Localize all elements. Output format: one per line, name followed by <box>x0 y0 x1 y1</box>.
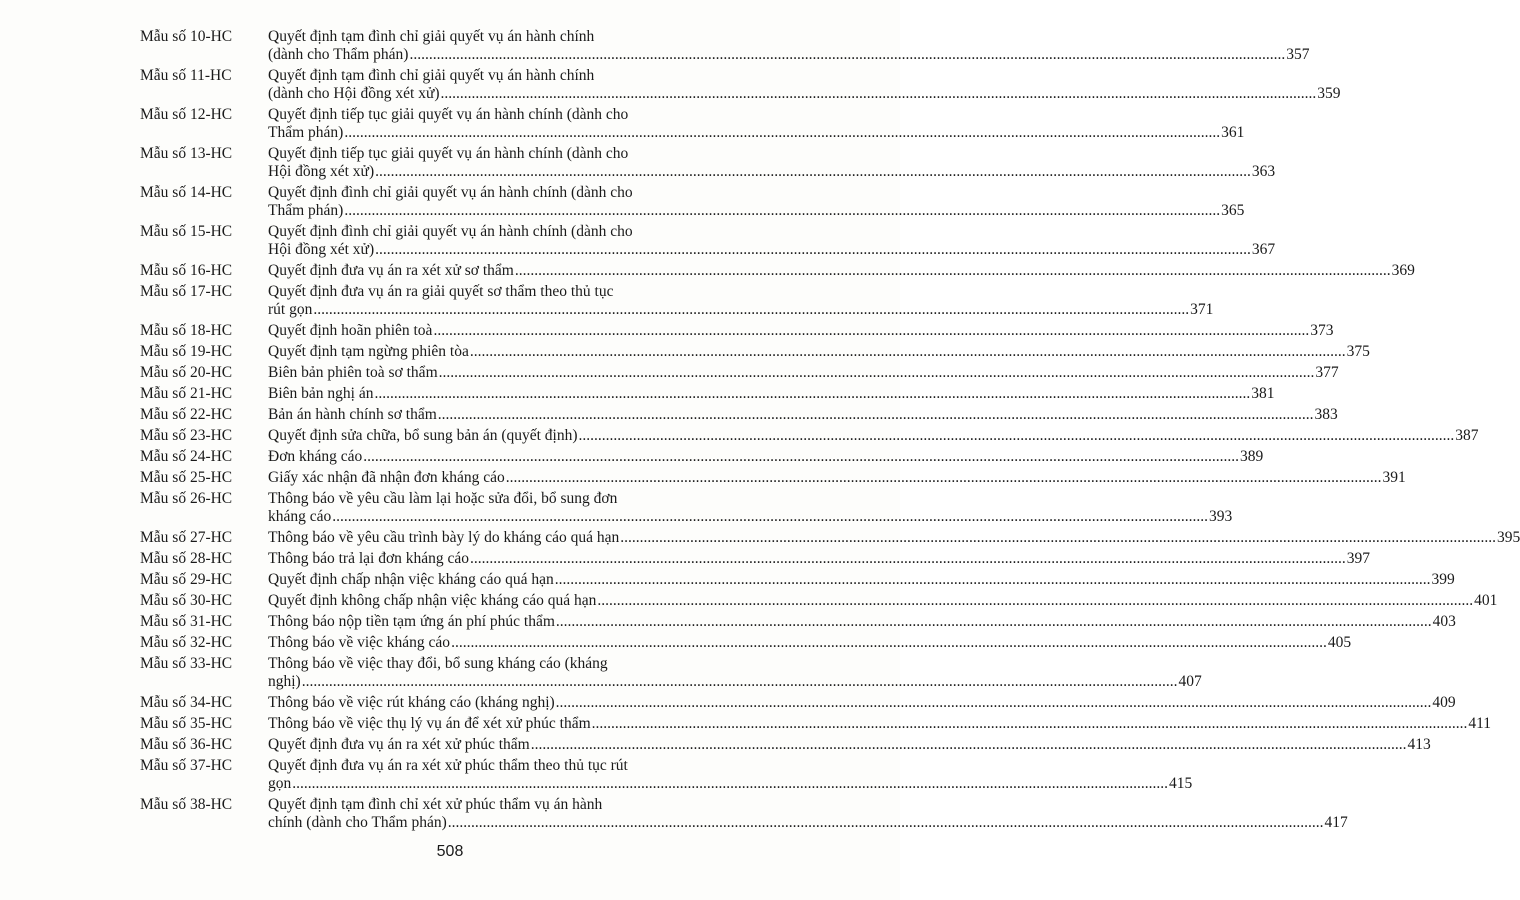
form-code: Mẫu số 14-HC <box>140 184 233 201</box>
form-title-text: Quyết định chấp nhận việc kháng cáo quá hạn <box>268 571 554 588</box>
toc-entry <box>140 694 1456 712</box>
form-title <box>268 571 1455 589</box>
form-title-line: Quyết định đình chỉ giải quyết vụ án hành chính (dành cho <box>268 223 633 240</box>
form-title-last-line <box>268 385 1274 403</box>
form-title-last-line <box>268 301 1213 319</box>
form-title <box>268 757 1192 793</box>
form-code: Mẫu số 10-HC <box>140 28 233 45</box>
page-ref: 377 <box>1315 364 1339 381</box>
form-code: Mẫu số 11-HC <box>140 67 232 84</box>
form-title-text: Giấy xác nhận đã nhận đơn kháng cáo <box>268 469 505 486</box>
page-ref: 381 <box>1251 385 1275 402</box>
dot-leader <box>313 301 1189 319</box>
form-title-last-line <box>268 673 1202 691</box>
form-title <box>268 322 1333 340</box>
toc-entry <box>140 634 1352 652</box>
dot-leader <box>592 715 1468 733</box>
form-title-text: Quyết định đưa vụ án ra xét xử sơ thẩm <box>268 262 514 279</box>
toc-entry <box>140 106 1245 142</box>
page-ref: 361 <box>1221 124 1245 141</box>
dot-leader <box>506 469 1382 487</box>
form-title <box>268 490 1232 526</box>
form-title-last-line <box>268 427 1479 445</box>
dot-leader <box>375 241 1251 259</box>
form-title-last-line <box>268 529 1520 547</box>
form-title-last-line <box>268 202 1244 220</box>
dot-leader <box>448 814 1324 832</box>
form-title <box>268 106 1244 142</box>
form-title-last-line <box>268 364 1339 382</box>
form-title-text: Quyết định tạm ngừng phiên tòa <box>268 343 469 360</box>
form-title-last-line <box>268 163 1275 181</box>
dot-leader <box>363 448 1239 466</box>
form-title-last-line <box>268 775 1192 793</box>
form-code: Mẫu số 32-HC <box>140 634 233 651</box>
form-title-line: Quyết định tạm đình chỉ giải quyết vụ án hành chính <box>268 67 595 84</box>
page-ref: 365 <box>1221 202 1245 219</box>
toc-entry <box>140 757 1193 793</box>
page-ref: 411 <box>1468 715 1492 732</box>
form-title-last-line <box>268 262 1415 280</box>
toc-entry <box>140 184 1245 220</box>
form-code: Mẫu số 33-HC <box>140 655 233 672</box>
toc-entry <box>140 715 1492 733</box>
toc-entry <box>140 145 1276 181</box>
form-title-text: (dành cho Hội đồng xét xử) <box>268 85 440 102</box>
form-code: Mẫu số 37-HC <box>140 757 233 774</box>
form-code: Mẫu số 36-HC <box>140 736 233 753</box>
toc-entry <box>140 262 1415 280</box>
form-title <box>268 448 1263 466</box>
form-code: Mẫu số 38-HC <box>140 796 233 813</box>
form-title-text: Thông báo về việc thụ lý vụ án để xét xử phúc thẩm <box>268 715 591 732</box>
dot-leader <box>374 385 1250 403</box>
toc-entry <box>140 796 1348 832</box>
form-title-last-line <box>268 694 1456 712</box>
dot-leader <box>515 262 1391 280</box>
toc-entry <box>140 592 1498 610</box>
table-of-contents <box>140 28 1520 835</box>
toc-entry <box>140 223 1276 259</box>
form-title-line: Quyết định tạm đình chỉ xét xử phúc thẩm vụ án hành <box>268 796 603 813</box>
form-code: Mẫu số 22-HC <box>140 406 233 423</box>
form-title-last-line <box>268 343 1370 361</box>
form-title <box>268 634 1351 652</box>
form-title-last-line <box>268 241 1275 259</box>
form-title-last-line <box>268 85 1341 103</box>
form-title-line: Quyết định đưa vụ án ra xét xử phúc thẩm theo thủ tục rút <box>268 757 628 774</box>
form-title <box>268 655 1202 691</box>
dot-leader <box>433 322 1309 340</box>
form-code: Mẫu số 15-HC <box>140 223 233 240</box>
form-title-last-line <box>268 736 1431 754</box>
dot-leader <box>439 364 1315 382</box>
dot-leader <box>620 529 1496 547</box>
form-title <box>268 223 1275 259</box>
form-title <box>268 592 1497 610</box>
form-title-last-line <box>268 46 1309 64</box>
toc-entry <box>140 364 1339 382</box>
form-title-text: Thông báo về việc kháng cáo <box>268 634 451 651</box>
form-title <box>268 715 1491 733</box>
form-title-line: Thông báo về yêu cầu làm lại hoặc sửa đổi, bổ sung đơn <box>268 490 618 507</box>
form-code: Mẫu số 16-HC <box>140 262 233 279</box>
form-code: Mẫu số 34-HC <box>140 694 233 711</box>
form-title <box>268 364 1339 382</box>
dot-leader <box>470 550 1346 568</box>
page-ref: 391 <box>1382 469 1406 486</box>
page-ref: 359 <box>1317 85 1341 102</box>
form-title-text: rút gọn <box>268 301 313 318</box>
toc-entry <box>140 571 1455 589</box>
form-title <box>268 262 1415 280</box>
form-code: Mẫu số 25-HC <box>140 469 233 486</box>
dot-leader <box>302 673 1178 691</box>
form-title-text: Bản án hành chính sơ thẩm <box>268 406 437 423</box>
toc-entry <box>140 406 1338 424</box>
form-title-last-line <box>268 550 1370 568</box>
toc-entry <box>140 655 1202 691</box>
form-title-last-line <box>268 613 1456 631</box>
form-title-text: Quyết định không chấp nhận việc kháng cáo quá hạn <box>268 592 597 609</box>
dot-leader <box>441 85 1317 103</box>
form-title-text: nghị) <box>268 673 301 690</box>
form-title-text: Biên bản phiên toà sơ thẩm <box>268 364 438 381</box>
page-ref: 371 <box>1190 301 1214 318</box>
page-ref: 375 <box>1346 343 1370 360</box>
toc-entry <box>140 28 1310 64</box>
form-title-text: Thông báo về việc rút kháng cáo (kháng nghị) <box>268 694 555 711</box>
page-ref: 407 <box>1178 673 1202 690</box>
form-title-last-line <box>268 508 1232 526</box>
form-title-last-line <box>268 448 1263 466</box>
form-code: Mẫu số 28-HC <box>140 550 233 567</box>
dot-leader <box>556 694 1432 712</box>
form-code: Mẫu số 29-HC <box>140 571 233 588</box>
form-title <box>268 427 1479 445</box>
toc-entry <box>140 322 1334 340</box>
form-title <box>268 694 1456 712</box>
page-ref: 417 <box>1324 814 1348 831</box>
dot-leader <box>292 775 1168 793</box>
form-title-text: Quyết định hoãn phiên toà <box>268 322 433 339</box>
page-ref: 373 <box>1310 322 1334 339</box>
form-code: Mẫu số 31-HC <box>140 613 233 630</box>
form-title-line: Quyết định tạm đình chỉ giải quyết vụ án hành chính <box>268 28 595 45</box>
form-title-last-line <box>268 406 1338 424</box>
page-number: 508 <box>436 843 464 860</box>
page-ref: 389 <box>1240 448 1264 465</box>
form-title-text: Biên bản nghị án <box>268 385 374 402</box>
toc-entry <box>140 283 1214 319</box>
form-title <box>268 796 1348 832</box>
toc-entry <box>140 550 1371 568</box>
form-title-text: Hội đồng xét xử) <box>268 163 375 180</box>
form-code: Mẫu số 23-HC <box>140 427 233 444</box>
dot-leader <box>555 571 1431 589</box>
form-title <box>268 283 1213 319</box>
form-title-text: Quyết định sửa chữa, bổ sung bản án (quyết định) <box>268 427 578 444</box>
dot-leader <box>579 427 1455 445</box>
form-title-last-line <box>268 571 1455 589</box>
form-title-text: Thông báo về yêu cầu trình bày lý do kháng cáo quá hạn <box>268 529 620 546</box>
form-title-last-line <box>268 124 1244 142</box>
form-title-line: Quyết định tiếp tục giải quyết vụ án hành chính (dành cho <box>268 106 629 123</box>
form-title-text: Thẩm phán) <box>268 124 344 141</box>
toc-entry <box>140 448 1264 466</box>
form-code: Mẫu số 13-HC <box>140 145 233 162</box>
form-title <box>268 385 1274 403</box>
form-code: Mẫu số 19-HC <box>140 343 233 360</box>
page-ref: 357 <box>1286 46 1310 63</box>
page-ref: 409 <box>1432 694 1456 711</box>
form-title-line: Quyết định tiếp tục giải quyết vụ án hành chính (dành cho <box>268 145 629 162</box>
toc-entry <box>140 67 1341 103</box>
page-ref: 387 <box>1455 427 1479 444</box>
toc-entry <box>140 469 1406 487</box>
form-title <box>268 28 1309 64</box>
form-title <box>268 736 1431 754</box>
form-title-text: Quyết định đưa vụ án ra xét xử phúc thẩm <box>268 736 530 753</box>
page-ref: 383 <box>1314 406 1338 423</box>
toc-entry <box>140 736 1431 754</box>
form-title-line: Thông báo về việc thay đổi, bổ sung kháng cáo (kháng <box>268 655 608 672</box>
form-title-text: (dành cho Thẩm phán) <box>268 46 409 63</box>
form-title <box>268 184 1244 220</box>
form-code: Mẫu số 21-HC <box>140 385 233 402</box>
form-code: Mẫu số 26-HC <box>140 490 233 507</box>
dot-leader <box>438 406 1314 424</box>
form-code: Mẫu số 24-HC <box>140 448 233 465</box>
form-title-text: Thẩm phán) <box>268 202 344 219</box>
toc-entry <box>140 427 1479 445</box>
form-code: Mẫu số 18-HC <box>140 322 233 339</box>
toc-entry <box>140 385 1275 403</box>
page-ref: 399 <box>1431 571 1455 588</box>
page-ref: 367 <box>1251 241 1276 258</box>
form-title-last-line <box>268 592 1497 610</box>
form-code: Mẫu số 35-HC <box>140 715 233 732</box>
toc-entry <box>140 529 1520 547</box>
form-title-last-line <box>268 634 1351 652</box>
page-ref: 401 <box>1474 592 1498 609</box>
page-ref: 397 <box>1346 550 1371 567</box>
form-title-text: Hội đồng xét xử) <box>268 241 375 258</box>
page-ref: 395 <box>1496 529 1520 546</box>
form-title <box>268 613 1456 631</box>
form-code: Mẫu số 20-HC <box>140 364 233 381</box>
dot-leader <box>344 124 1220 142</box>
form-title-text: Đơn kháng cáo <box>268 448 363 465</box>
dot-leader <box>451 634 1327 652</box>
form-title-text: Thông báo nộp tiền tạm ứng án phí phúc thẩm <box>268 613 555 630</box>
page-ref: 405 <box>1327 634 1352 651</box>
form-title-text: kháng cáo <box>268 508 332 525</box>
page-ref: 369 <box>1391 262 1415 279</box>
dot-leader <box>597 592 1473 610</box>
dot-leader <box>332 508 1208 526</box>
form-title-text: Thông báo trả lại đơn kháng cáo <box>268 550 470 567</box>
dot-leader <box>531 736 1407 754</box>
toc-entry <box>140 490 1233 526</box>
form-title-line: Quyết định đình chỉ giải quyết vụ án hành chính (dành cho <box>268 184 633 201</box>
dot-leader <box>409 46 1285 64</box>
form-code: Mẫu số 17-HC <box>140 283 233 300</box>
page-ref: 363 <box>1251 163 1276 180</box>
toc-entry <box>140 613 1456 631</box>
dot-leader <box>375 163 1251 181</box>
form-code: Mẫu số 12-HC <box>140 106 233 123</box>
page-ref: 403 <box>1432 613 1456 630</box>
form-title <box>268 67 1341 103</box>
form-title-last-line <box>268 715 1491 733</box>
form-code: Mẫu số 30-HC <box>140 592 233 609</box>
dot-leader <box>556 613 1432 631</box>
form-title <box>268 529 1520 547</box>
toc-entry <box>140 343 1370 361</box>
form-title-text: gọn <box>268 775 292 792</box>
form-title <box>268 550 1370 568</box>
form-title <box>268 343 1370 361</box>
form-title-last-line <box>268 814 1348 832</box>
dot-leader <box>344 202 1220 220</box>
form-title <box>268 406 1338 424</box>
page-ref: 413 <box>1407 736 1431 753</box>
form-code: Mẫu số 27-HC <box>140 529 233 546</box>
form-title <box>268 145 1275 181</box>
form-title-line: Quyết định đưa vụ án ra giải quyết sơ thẩm theo thủ tục <box>268 283 614 300</box>
form-title-text: chính (dành cho Thẩm phán) <box>268 814 447 831</box>
page-ref: 415 <box>1169 775 1193 792</box>
form-title <box>268 469 1406 487</box>
form-title-last-line <box>268 322 1333 340</box>
page-ref: 393 <box>1209 508 1233 525</box>
form-title-last-line <box>268 469 1406 487</box>
dot-leader <box>470 343 1346 361</box>
